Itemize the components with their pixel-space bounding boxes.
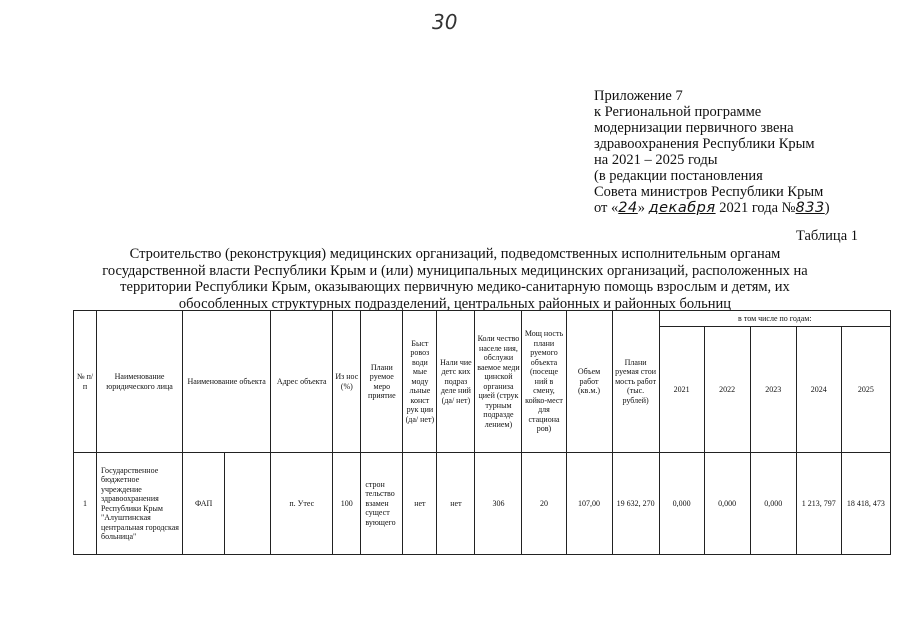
col-header-object-name: Наименование объекта (183, 311, 271, 453)
table-label: Таблица 1 (795, 228, 858, 244)
col-header-num: № п/п (74, 311, 97, 453)
col-header-cost: Плани руемая стои мость работ (тыс. рублей) (612, 311, 659, 453)
appendix-block (594, 88, 830, 216)
cell-planned-action: строн тельство взамен сущест вующего (361, 453, 403, 555)
data-table (73, 310, 891, 555)
appendix-line: к Региональной программе (594, 104, 762, 120)
cell-capacity: 20 (522, 453, 566, 555)
cell-2023: 0,000 (750, 453, 796, 555)
col-header-population: Коли чество населе ния, обслужи ваемое меди цинской организа цией (струк турным подразде лением) (475, 311, 522, 453)
handwritten-day: 24 (618, 200, 638, 216)
col-header-children: Нали чие детс ких подраз деле ний (да/ нет) (437, 311, 475, 453)
cell-address: п. Утес (271, 453, 333, 555)
page-number: 30 (432, 10, 458, 34)
col-header-2023: 2023 (750, 327, 796, 453)
col-header-legal-name: Наименование юридического лица (97, 311, 183, 453)
date-mid: » (637, 200, 649, 216)
title-line: государственной власти Республики Крым и (или) муниципальных медицинских организаций, расположенных на (102, 262, 808, 279)
col-header-modular: Быст ровоз води мые моду льные конст рук ции (да/ нет) (403, 311, 437, 453)
cell-2021: 0,000 (659, 453, 704, 555)
title-line: территории Республики Крым, оказывающих первичную медико-санитарную помощь взрослым и детям, их (120, 279, 790, 295)
cell-cost: 19 632, 270 (612, 453, 659, 555)
cell-2025: 18 418, 473 (841, 453, 890, 555)
col-header-2022: 2022 (704, 327, 750, 453)
cell-num: 1 (74, 453, 97, 555)
document-title (70, 246, 840, 312)
col-header-2021: 2021 (659, 327, 704, 453)
appendix-line: Совета министров Республики Крым (594, 184, 824, 200)
cell-2024: 1 213, 797 (796, 453, 841, 555)
appendix-line: модернизации первичного звена (594, 120, 794, 136)
cell-population: 306 (475, 453, 522, 555)
cell-wear: 100 (333, 453, 361, 555)
col-header-2024: 2024 (796, 327, 841, 453)
appendix-line: (в редакции постановления (594, 168, 763, 184)
appendix-line: Приложение 7 (594, 88, 683, 104)
cell-2022: 0,000 (704, 453, 750, 555)
appendix-line: здравоохранения Республики Крым (594, 136, 815, 152)
appendix-date-line: от «24» декабря 2021 года №833) (594, 200, 830, 216)
col-header-address: Адрес объекта (271, 311, 333, 453)
title-line: Строительство (реконструкция) медицинских организаций, подведомственных исполнительным органам (129, 246, 781, 262)
col-header-planned-action: Плани руемое меро приятие (361, 311, 403, 453)
title-line: обособленных структурных подразделений, центральных районных и районных больниц (178, 295, 732, 312)
cell-children: нет (437, 453, 475, 555)
cell-volume: 107,00 (566, 453, 612, 555)
col-header-2025: 2025 (841, 327, 890, 453)
cell-legal-name: Государственное бюджетное учреждение здравоохранения Республики Крым "Алуштинская центральная городская больница" (97, 453, 183, 555)
cell-object-extra (225, 453, 271, 555)
date-prefix: от « (594, 200, 619, 216)
col-header-volume: Объем работ (кв.м.) (566, 311, 612, 453)
handwritten-number: 833 (795, 200, 825, 216)
cell-modular: нет (403, 453, 437, 555)
col-header-years-group: в том числе по годам: (659, 311, 890, 327)
handwritten-month: декабря (648, 200, 716, 216)
col-header-capacity: Мощ ность плани руемого объекта (посеще ний в смену, койко-мест для стациона ров) (522, 311, 566, 453)
date-year-text: 2021 года № (715, 200, 796, 216)
appendix-line: на 2021 – 2025 годы (594, 152, 718, 168)
table-row (74, 453, 891, 555)
col-header-wear: Из нос (%) (333, 311, 361, 453)
cell-object-name: ФАП (183, 453, 225, 555)
